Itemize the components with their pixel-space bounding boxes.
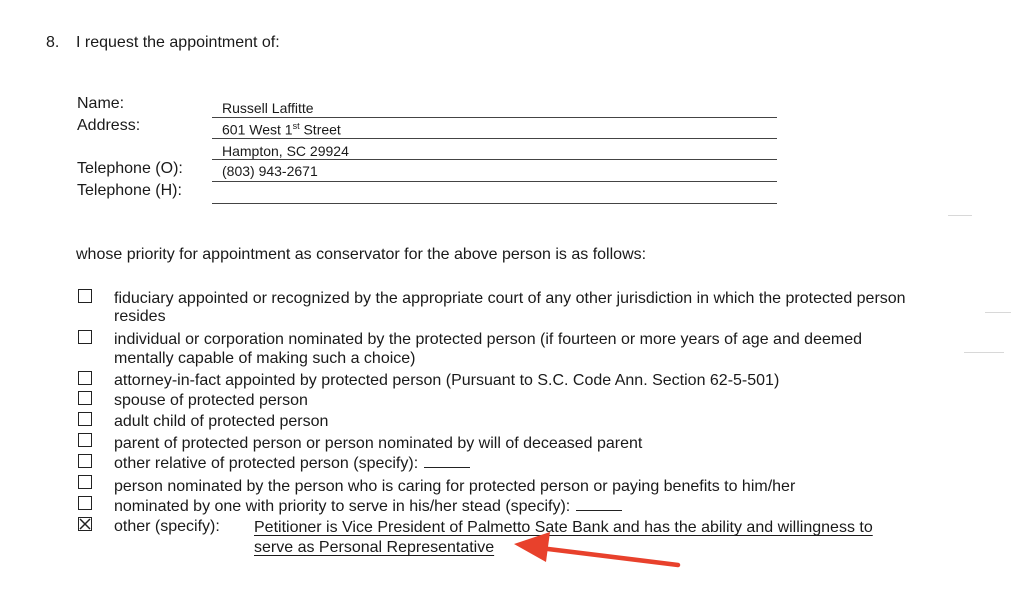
telephone-office-label: Telephone (O):	[77, 160, 183, 177]
telephone-home-label: Telephone (H):	[77, 182, 182, 199]
telephone-home-underline	[212, 203, 777, 204]
option-fiduciary-line2: resides	[114, 308, 166, 325]
other-specify-text-line1: Petitioner is Vice President of Palmetto Sate Bank and has the ability and willingness to	[254, 519, 873, 536]
checkbox-nominated-by-priority[interactable]	[78, 496, 92, 510]
option-adult-child: adult child of protected person	[114, 413, 329, 430]
scan-speck	[985, 312, 1011, 313]
option-other-relative: other relative of protected person (specify):	[114, 455, 470, 473]
nominated-by-priority-specify-blank[interactable]	[576, 498, 622, 511]
option-caregiver-nominated: person nominated by the person who is caring for protected person or paying benefits to him/her	[114, 478, 796, 495]
checkbox-other-specify[interactable]	[78, 517, 92, 531]
annotation-arrow-icon	[500, 528, 690, 578]
section-heading: I request the appointment of:	[76, 34, 280, 51]
priority-intro: whose priority for appointment as conservator for the above person is as follows:	[76, 246, 647, 263]
appointee-address-line1: 601 West 1st Street	[222, 121, 341, 138]
name-underline	[212, 117, 777, 118]
scan-speck	[964, 352, 1004, 353]
item-number: 8.	[46, 34, 60, 51]
address-label: Address:	[77, 117, 141, 134]
option-other-specify: other (specify):	[114, 518, 220, 535]
other-relative-specify-blank[interactable]	[424, 455, 470, 468]
option-nominated-by-priority: nominated by one with priority to serve in his/her stead (specify):	[114, 498, 622, 516]
option-spouse: spouse of protected person	[114, 392, 308, 409]
checkbox-adult-child[interactable]	[78, 412, 92, 426]
appointee-address-line2: Hampton, SC 29924	[222, 143, 349, 159]
checkbox-fiduciary[interactable]	[78, 289, 92, 303]
appointee-name: Russell Laffitte	[222, 100, 314, 116]
checkbox-parent[interactable]	[78, 433, 92, 447]
scan-speck	[948, 215, 972, 216]
address-line2-underline	[212, 159, 777, 160]
address-line1-underline	[212, 138, 777, 139]
checkbox-spouse[interactable]	[78, 391, 92, 405]
option-nominated-line2: mentally capable of making such a choice)	[114, 350, 416, 367]
checkbox-attorney-in-fact[interactable]	[78, 371, 92, 385]
appointee-telephone-office: (803) 943-2671	[222, 163, 318, 179]
option-nominated-line1: individual or corporation nominated by the protected person (if fourteen or more years of age and deemed	[114, 331, 862, 348]
option-fiduciary-line1: fiduciary appointed or recognized by the appropriate court of any other jurisdiction in which the protected person	[114, 290, 906, 307]
checkmark-x-icon	[79, 518, 93, 532]
checkbox-caregiver-nominated[interactable]	[78, 475, 92, 489]
telephone-office-underline	[212, 181, 777, 182]
option-parent: parent of protected person or person nominated by will of deceased parent	[114, 435, 643, 452]
option-attorney-in-fact: attorney-in-fact appointed by protected person (Pursuant to S.C. Code Ann. Section 62-5-501)	[114, 372, 780, 389]
checkbox-nominated-by-protected-person[interactable]	[78, 330, 92, 344]
name-label: Name:	[77, 95, 125, 112]
other-specify-text-line2: serve as Personal Representative	[254, 539, 495, 556]
checkbox-other-relative[interactable]	[78, 454, 92, 468]
